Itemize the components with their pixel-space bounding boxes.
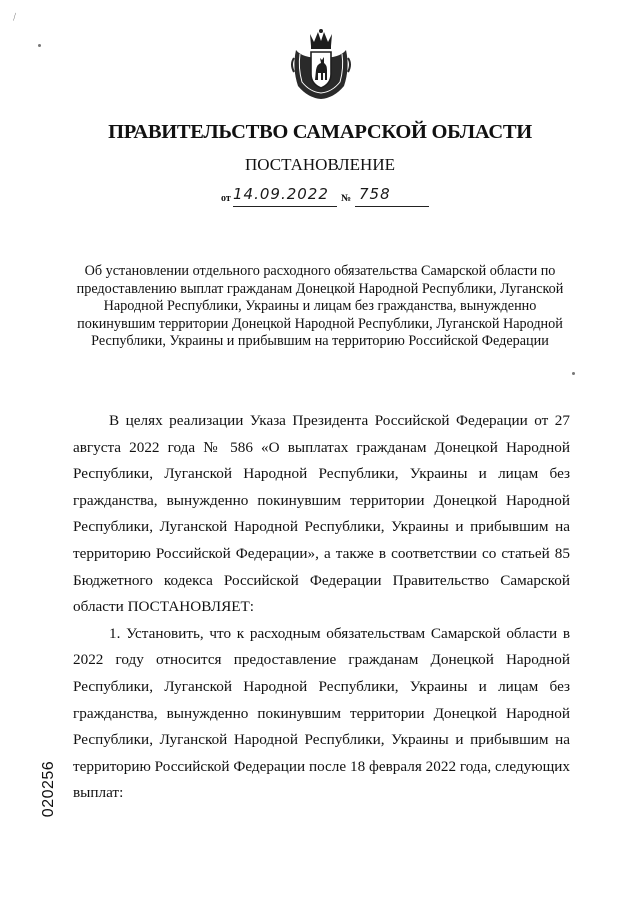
side-stamp-number: 020256 bbox=[40, 760, 57, 818]
document-type: ПОСТАНОВЛЕНИЕ bbox=[244, 155, 395, 174]
clause-1-paragraph: 1. Установить, что к расходным обязательствам Самарской области в 2022 году относится предоставление гражданам Донецкой Народной Республики, Луганской Народной Республики, Украины и лицам без гражданства, вынужденно покинувшим территории Донецкой Народной Республики, Луганской Народной Республики, Украины и прибывшим на территорию Российской Федерации после 18 февраля 2022 года, следующих выплат: bbox=[73, 624, 570, 802]
scan-speck bbox=[38, 44, 41, 47]
number-underline bbox=[355, 206, 429, 207]
number-label: № bbox=[341, 193, 352, 204]
date-prefix: от bbox=[221, 193, 231, 204]
handwritten-number: 758 bbox=[359, 185, 391, 203]
date-number-line bbox=[221, 185, 431, 211]
side-registration-stamp bbox=[36, 754, 60, 824]
corner-mark: ∕ bbox=[12, 12, 18, 23]
resolution-body bbox=[73, 408, 570, 807]
scan-speck bbox=[572, 372, 575, 375]
handwritten-date: 14.09.2022 bbox=[233, 185, 329, 203]
government-title: ПРАВИТЕЛЬСТВО САМАРСКОЙ ОБЛАСТИ bbox=[108, 121, 532, 143]
coat-of-arms-emblem bbox=[290, 28, 352, 100]
preamble-paragraph: В целях реализации Указа Президента Российской Федерации от 27 августа 2022 года № 586 «О выплатах гражданам Донецкой Народной Республики, Луганской Народной Республики, Украины и лицам без гражданства, вынужденно покинувшим территории Донецкой Народной Республики, Луганской Народной Республики, Украины и прибывшим на территорию Российской Федерации», а также в соответствии со статьей 85 Бюджетного кодекса Российской Федерации Правительство Самарской области ПОСТАНОВЛЯЕТ: bbox=[73, 412, 570, 616]
resolution-heading: Об установлении отдельного расходного обязательства Самарской области по предоставлению выплат гражданам Донецкой Народной Республики, Луганской Народной Республики, Украины и лицам без гражданства, вынужденно покинувшим территории Донецкой Народной Республики, Луганской Народной Республики, Украины и прибывшим на территорию Российской Федерации bbox=[76, 263, 564, 350]
date-underline bbox=[233, 206, 337, 207]
